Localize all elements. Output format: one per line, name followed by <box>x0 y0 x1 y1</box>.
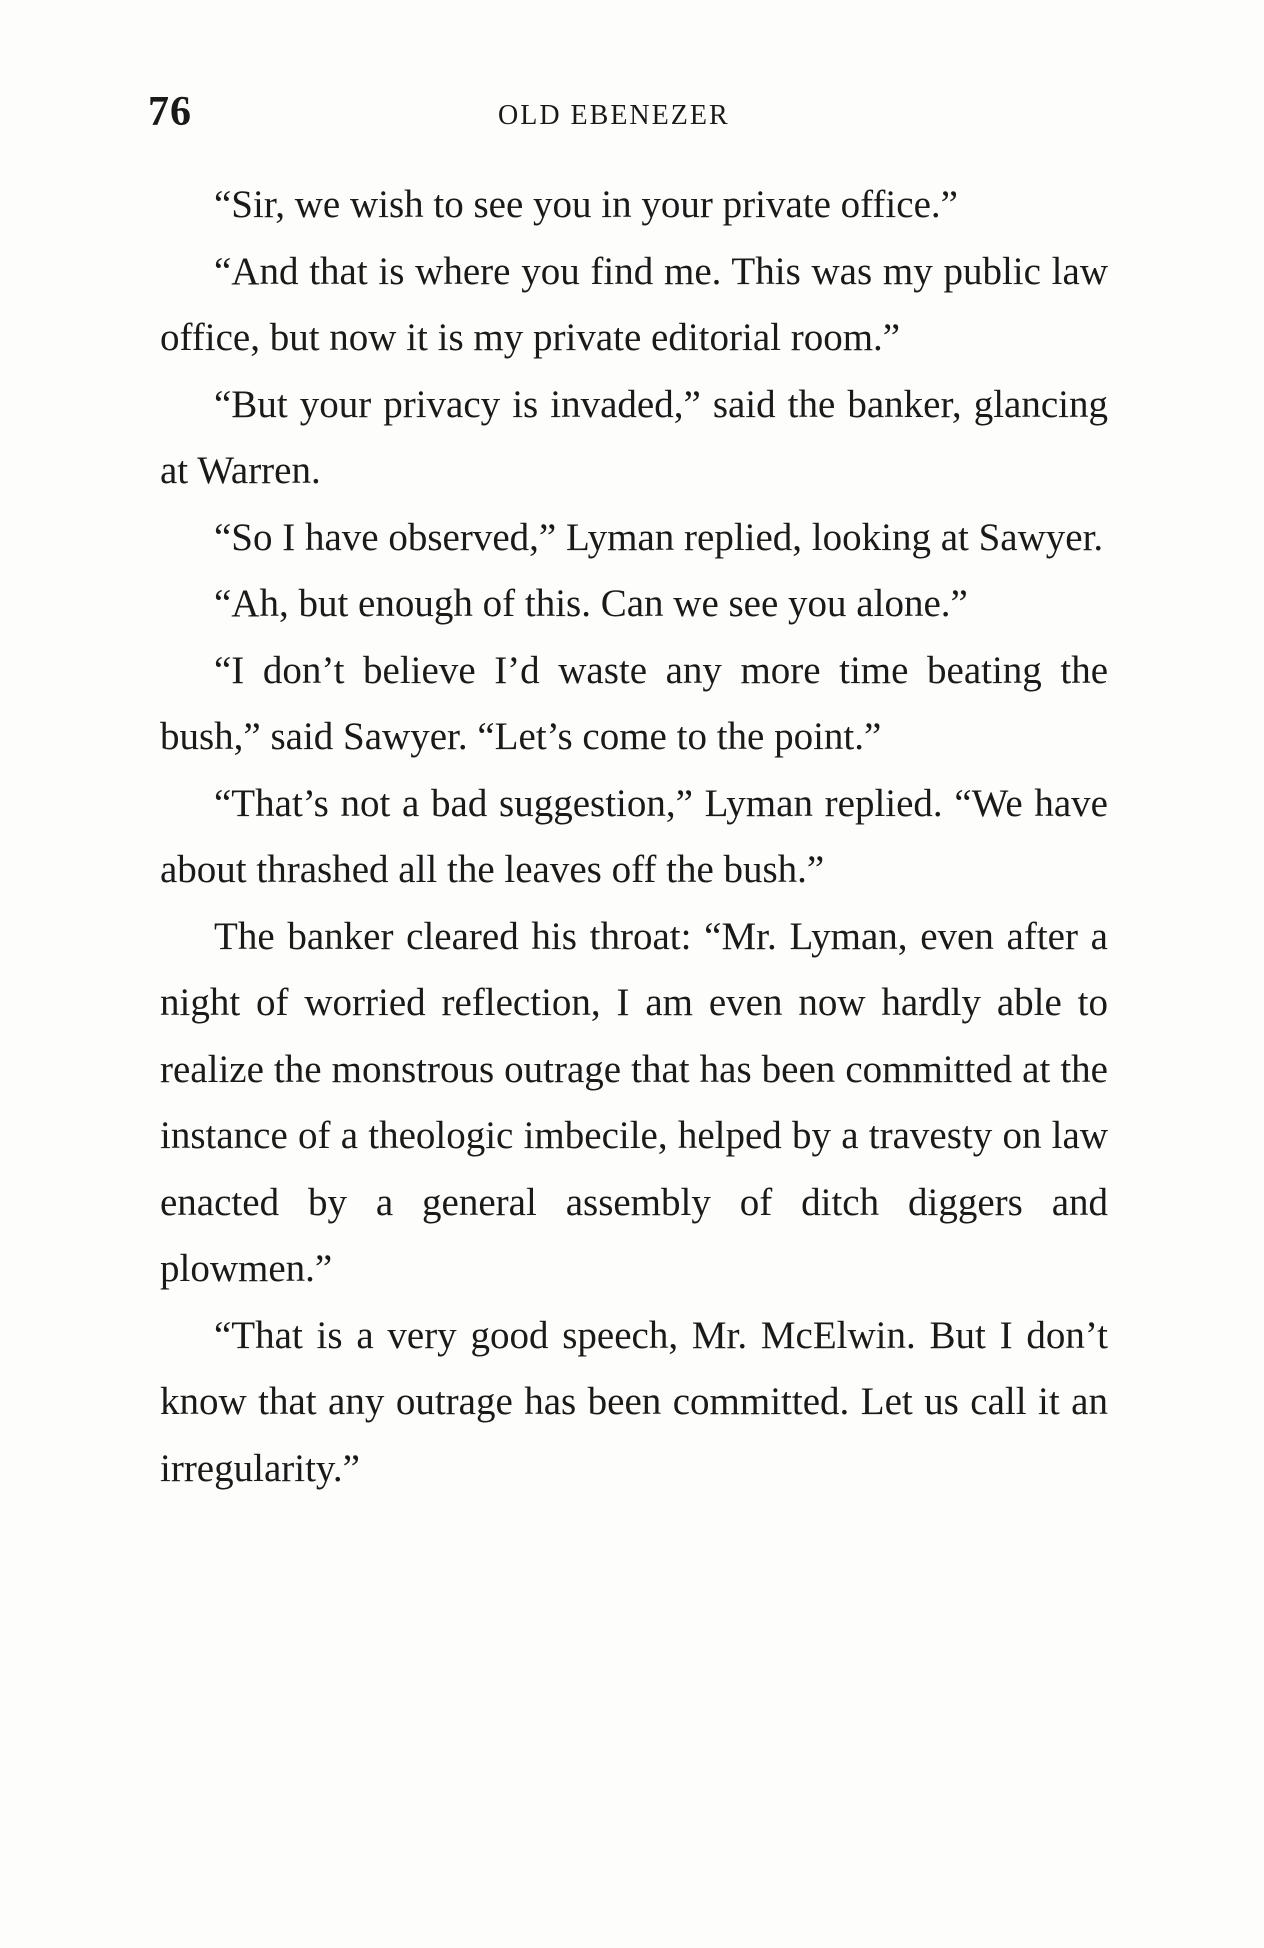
page-number: 76 <box>148 89 192 135</box>
paragraph: “Ah, but enough of this. Can we see you alone.” <box>214 582 968 625</box>
paragraph: The banker cleared his throat: “Mr. Lyman, even after a night of worried reflection, I am even now hardly able to realize the monstrous outrage that has been committed at the instance of a theologic imbecile, helped by a travesty on law enacted by a general assembly of ditch diggers and plowmen.” <box>160 914 1108 1290</box>
paragraph: “I don’t believe I’d waste any more time beating the bush,” said Sawyer. “Let’s come to the point.” <box>160 648 1108 758</box>
paragraph: “That is a very good speech, Mr. McElwin. But I don’t know that any outrage has been committed. Let us call it an irregularity.” <box>160 1313 1108 1490</box>
body-text <box>160 172 1108 1502</box>
paragraph: “But your privacy is invaded,” said the banker, glancing at Warren. <box>160 382 1108 492</box>
paragraph: “Sir, we wish to see you in your private office.” <box>214 183 958 226</box>
paragraph: “That’s not a bad suggestion,” Lyman replied. “We have about thrashed all the leaves off the bush.” <box>160 781 1108 891</box>
paragraph: “So I have observed,” Lyman replied, looking at Sawyer. <box>214 515 1104 559</box>
paragraph: “And that is where you find me. This was my public law office, but now it is my private editorial room.” <box>160 249 1108 359</box>
running-title: OLD EBENEZER <box>498 100 730 131</box>
